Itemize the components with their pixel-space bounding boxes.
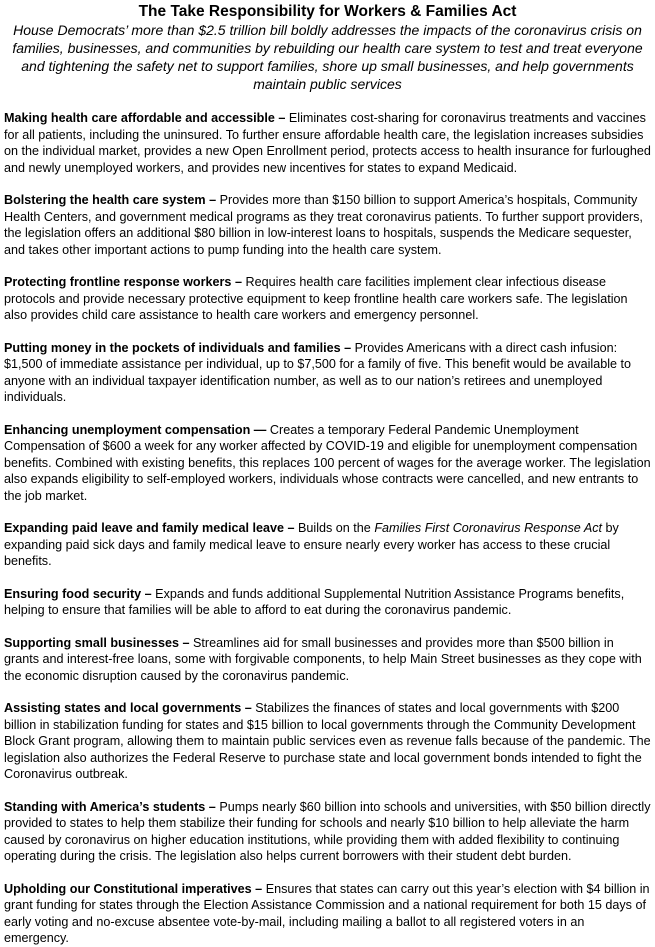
section-text: Provides more than $150 billion to support America’s hospitals, Community Health Centers, and government medical programs as they treat coronavirus patients. To further support providers, the legislation offers an additional $80 billion in low-interest loans to hospitals, suspends the Medicare sequester, and takes other important actions to pump funding into the health care system. bbox=[4, 193, 643, 257]
section-separator: – bbox=[340, 340, 355, 355]
section-health-care-system bbox=[4, 192, 651, 258]
section-heading: Expanding paid leave and family medical leave bbox=[4, 521, 284, 535]
section-separator: – bbox=[178, 635, 193, 650]
document-subtitle: House Democrats’ more than $2.5 trillion bill boldly addresses the impacts of the coronavirus crisis on families, businesses, and communities by rebuilding our health care system to test and treat everyone and tightening the safety net to support families, shore up small businesses, and help governments maintain public services bbox=[12, 22, 643, 92]
section-text: Pumps nearly $60 billion into schools and universities, with $50 billion directly provided to states to help them stabilize their funding for schools and nearly $10 billion to help alleviate the harm caused by coronavirus on higher education institutions, while providing them with added flexibility to continuing operating during the crisis. The legislation also helps current borrowers with their student debt burden. bbox=[4, 799, 651, 863]
section-text: Streamlines aid for small businesses and provides more than $500 billion in grants and interest-free loans, some with forgivable components, to help Main Street businesses as they cope with the economic disruption caused by the coronavirus pandemic. bbox=[4, 635, 642, 683]
section-constitutional bbox=[4, 881, 651, 947]
section-heading: Supporting small businesses bbox=[4, 635, 179, 650]
section-heading: Enhancing unemployment compensation bbox=[4, 422, 251, 437]
section-heading: Assisting states and local governments bbox=[4, 701, 242, 715]
section-text: Expands and funds additional Supplemental Nutrition Assistance Programs benefits, helping to ensure that families will be able to afford to eat during the coronavirus pandemic. bbox=[4, 586, 625, 617]
section-text: Eliminates cost-sharing for coronavirus treatments and vaccines for all patients, including the uninsured. To further ensure affordable health care, the legislation increases subsidies on the individual market, provides a new Open Enrollment period, protects access to health insurance for furloughed and newly unemployed workers, and provides new incentives for states to expand Medicaid. bbox=[4, 111, 651, 175]
section-text: Requires health care facilities implement clear infectious disease protocols and provide necessary protective equipment to keep frontline health care workers safe. The legislation also provides child care assistance to health care workers and emergency personnel. bbox=[4, 275, 628, 322]
section-states-local bbox=[4, 700, 651, 783]
section-text: Ensures that states can carry out this year’s election with $4 billion in grant funding for states through the Election Assistance Commission and a national requirement for both 15 days of early voting and no-excuse absentee vote-by-mail, including mailing a ballot to all registered voters in an emergency. bbox=[4, 881, 650, 945]
section-paid-leave bbox=[4, 520, 651, 570]
section-heading: Putting money in the pockets of individuals and families bbox=[4, 340, 341, 355]
section-small-businesses bbox=[4, 635, 651, 685]
section-unemployment bbox=[4, 422, 651, 505]
section-heading: Making health care affordable and accessible bbox=[4, 111, 275, 125]
section-text-before: Builds on the bbox=[298, 521, 375, 535]
section-heading: Bolstering the health care system bbox=[4, 193, 206, 207]
section-text: Creates a temporary Federal Pandemic Unemployment Compensation of $600 a week for any worker affected by COVID-19 and eligible for unemployment compensation benefits. Combined with existing benefits, this replaces 100 percent of wages for the average worker. The legislation also expands eligibility to self-employed workers, individuals whose contracts were cancelled, and new entrants to the job market. bbox=[4, 422, 651, 503]
section-separator: – bbox=[231, 275, 246, 289]
section-food-security bbox=[4, 586, 651, 619]
section-separator: – bbox=[274, 111, 289, 125]
document-title: The Take Responsibility for Workers & Families Act bbox=[138, 3, 517, 20]
section-heading: Upholding our Constitutional imperatives bbox=[4, 881, 252, 896]
section-separator: – bbox=[205, 193, 220, 207]
section-separator: – bbox=[241, 701, 256, 715]
section-text: Stabilizes the finances of states and local governments with $200 billion in stabilization funding for states and $15 billion to local governments through the Community Development Block Grant program, allowing them to maintain public services even as revenue falls because of the pandemic. The legislation also authorizes the Federal Reserve to purchase state and local government bonds intended to fight the Coronavirus outbreak. bbox=[4, 701, 651, 781]
section-separator: — bbox=[250, 422, 270, 437]
section-students bbox=[4, 799, 651, 865]
section-text: Provides Americans with a direct cash infusion: $1,500 of immediate assistance per individual, up to $7,500 for a family of five. This benefit would be available to anyone with an individual taxpayer identification number, as well as to our nation’s retirees and unemployed individuals. bbox=[4, 340, 632, 404]
section-separator: – bbox=[205, 799, 220, 814]
section-heading: Ensuring food security bbox=[4, 586, 142, 601]
section-heading: Protecting frontline response workers bbox=[4, 275, 232, 289]
section-frontline-workers bbox=[4, 274, 651, 324]
section-separator: – bbox=[283, 521, 298, 535]
section-heading: Standing with America’s students bbox=[4, 799, 206, 814]
section-money-individuals bbox=[4, 340, 651, 406]
section-health-care-affordable bbox=[4, 110, 651, 176]
act-name: Families First Coronavirus Response Act bbox=[374, 521, 603, 535]
section-separator: – bbox=[141, 586, 156, 601]
section-text: by expanding paid sick days and family medical leave to ensure nearly every worker has access to these crucial benefits. bbox=[4, 521, 619, 568]
section-separator: – bbox=[251, 881, 266, 896]
